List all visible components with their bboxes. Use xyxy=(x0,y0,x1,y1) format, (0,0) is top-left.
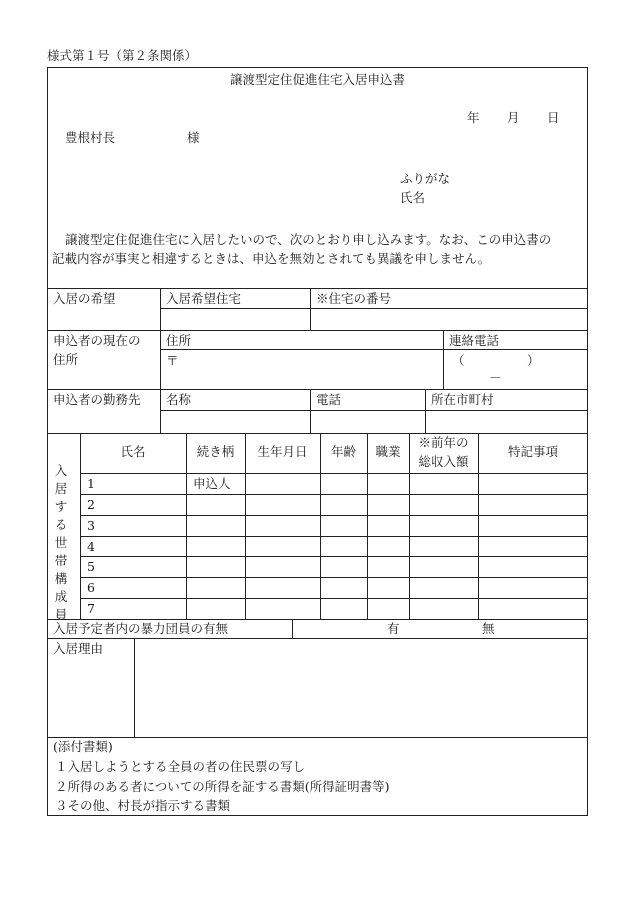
date-month: 月 xyxy=(507,110,520,125)
workplace-label: 申込者の勤務先 xyxy=(53,392,141,407)
rule xyxy=(47,638,588,639)
col-job: 職業 xyxy=(375,444,401,459)
rule xyxy=(80,577,588,578)
col-income-1: ※前年の xyxy=(418,435,469,450)
form-title: 譲渡型定住促進住宅入居申込書 xyxy=(229,72,405,87)
attachment-item: １入居しようとする全員の者の住民票の写し xyxy=(55,759,306,774)
rule xyxy=(80,433,81,619)
gang-no: 無 xyxy=(482,621,495,636)
application-form xyxy=(47,67,588,816)
row-number: 1 xyxy=(87,476,95,491)
side-char: 成 xyxy=(54,589,68,604)
attachment-item: ２所得のある者についての所得を証する書類(所得証明書等) xyxy=(55,779,390,794)
wish-label: 入居の希望 xyxy=(53,291,116,306)
rule xyxy=(80,473,588,474)
attachments-heading: (添付書類) xyxy=(53,739,113,754)
rule xyxy=(47,433,588,434)
row-number: 3 xyxy=(87,518,95,533)
row-relation: 申込人 xyxy=(193,476,231,491)
rule xyxy=(47,737,588,738)
rule xyxy=(245,433,246,619)
rule xyxy=(320,433,321,619)
workplace-name-label: 名称 xyxy=(166,392,192,407)
rule xyxy=(80,556,588,557)
current-address-label-1: 申込者の現在の xyxy=(53,333,141,348)
row-number: 2 xyxy=(87,497,95,512)
col-income-2: 総収入額 xyxy=(418,454,469,469)
side-char: 入 xyxy=(54,463,68,478)
current-address-label-2: 住所 xyxy=(53,352,79,367)
col-name: 氏名 xyxy=(120,444,146,459)
row-number: 5 xyxy=(87,559,95,574)
rule xyxy=(186,433,187,619)
house-number-label: ※住宅の番号 xyxy=(316,291,392,306)
contact-phone-label: 連絡電話 xyxy=(449,333,500,348)
rule xyxy=(160,308,588,309)
date-day: 日 xyxy=(547,110,560,125)
date-year: 年 xyxy=(467,110,480,125)
side-char: す xyxy=(54,499,68,514)
side-char: る xyxy=(54,517,68,532)
contact-phone-dash: － xyxy=(489,370,502,385)
row-number: 4 xyxy=(87,539,95,554)
row-number: 7 xyxy=(87,601,95,616)
address-label: 住所 xyxy=(166,333,192,348)
declaration-line-1: 譲渡型定住促進住宅に入居したいので、次のとおり申し込みます。なお、この申込書の xyxy=(65,232,552,247)
household-members-label xyxy=(54,462,68,624)
rule xyxy=(160,410,588,411)
rule xyxy=(80,598,588,599)
rule xyxy=(292,619,293,638)
row-number: 6 xyxy=(87,580,95,595)
contact-phone-paren: （ ） xyxy=(452,353,540,368)
col-age: 年齢 xyxy=(330,444,356,459)
rule xyxy=(160,288,161,433)
side-char: 居 xyxy=(54,481,68,496)
postal-mark: 〒 xyxy=(166,353,179,368)
rule xyxy=(47,389,588,390)
form-number: 様式第１号（第２条関係） xyxy=(47,48,198,63)
rule xyxy=(80,536,588,537)
col-relation: 続き柄 xyxy=(196,444,235,459)
furigana-label: ふりがな xyxy=(400,171,451,186)
rule xyxy=(310,288,311,330)
rule xyxy=(160,349,588,350)
attachment-item: ３その他、村長が指示する書類 xyxy=(55,798,231,813)
applicant-name-label: 氏名 xyxy=(400,190,426,205)
rule xyxy=(443,330,444,389)
workplace-phone-label: 電話 xyxy=(316,392,342,407)
side-char: 帯 xyxy=(54,553,68,568)
rule xyxy=(478,433,479,619)
gang-yes: 有 xyxy=(387,621,400,636)
gang-member-label: 入居予定者内の暴力団員の有無 xyxy=(53,621,229,636)
side-char: 員 xyxy=(54,607,68,622)
rule xyxy=(310,389,311,433)
workplace-city-label: 所在市町村 xyxy=(431,392,494,407)
reason-label: 入居理由 xyxy=(53,641,104,656)
rule xyxy=(80,494,588,495)
side-char: 世 xyxy=(54,535,68,550)
rule xyxy=(47,619,588,620)
rule xyxy=(134,638,135,737)
rule xyxy=(47,330,588,331)
addressee-name: 豊根村長 xyxy=(65,130,116,145)
col-notes: 特記事項 xyxy=(507,444,558,459)
rule xyxy=(80,515,588,516)
wish-house-label: 入居希望住宅 xyxy=(166,291,242,306)
rule xyxy=(47,288,588,289)
declaration-line-2: 記載内容が事実と相違するときは、申込を無効とされても異議を申しません。 xyxy=(52,251,491,266)
col-birthdate: 生年月日 xyxy=(257,444,308,459)
rule xyxy=(425,389,426,433)
side-char: 構 xyxy=(54,571,68,586)
addressee-honorific: 様 xyxy=(187,130,200,145)
rule xyxy=(367,433,368,619)
